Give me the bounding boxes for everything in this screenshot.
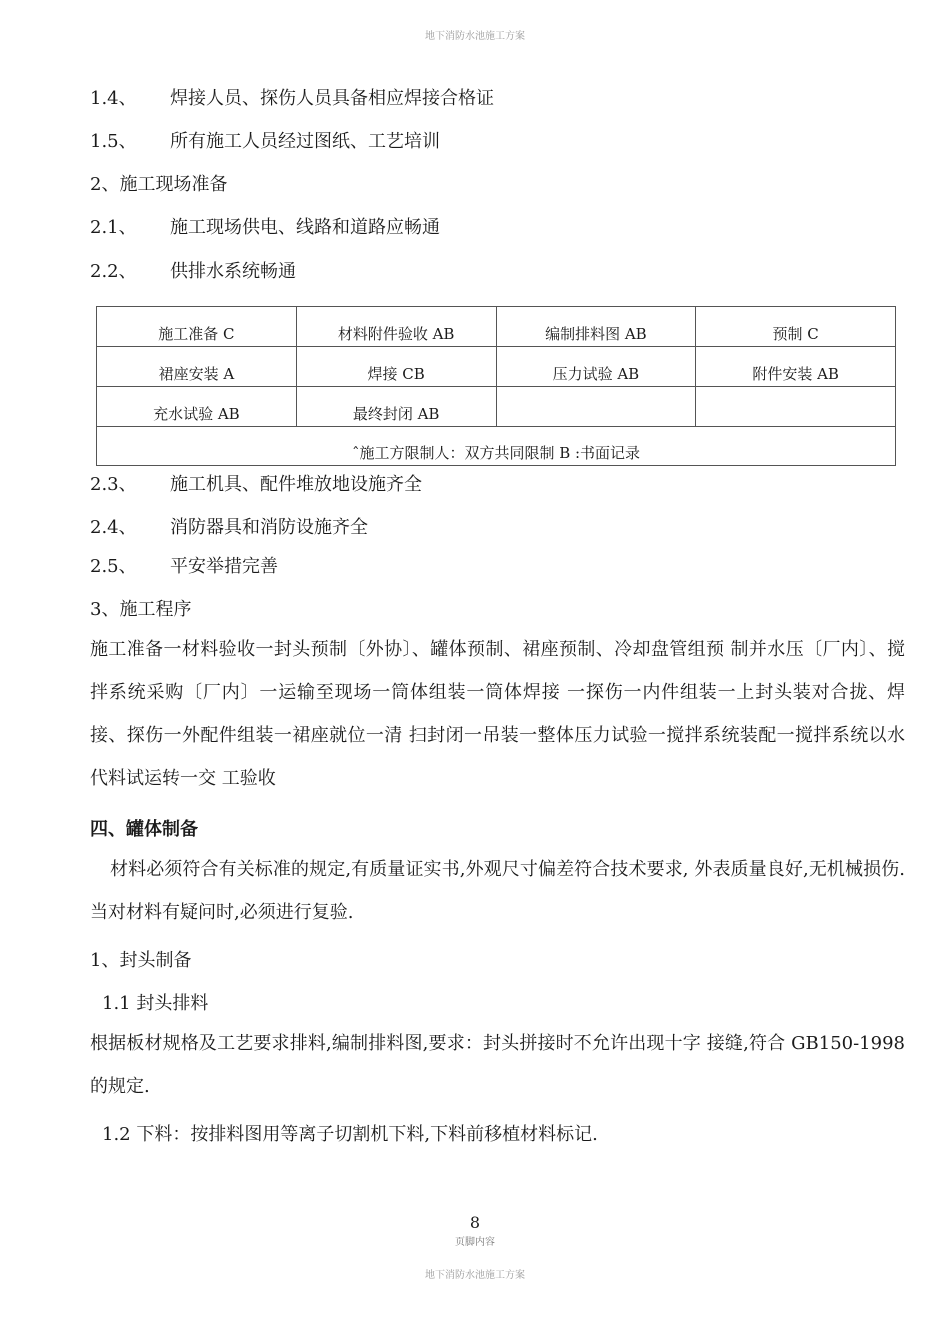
table-cell: 充水试验 AB	[97, 387, 297, 427]
layout-paragraph: 根据板材规格及工艺要求排料,编制排料图,要求：封头拼接时不允许出现十字 接缝,符合 GB150-1998 的规定.	[90, 1033, 905, 1097]
section-heading-3: 3、施工程序	[90, 599, 192, 620]
table-row	[97, 427, 896, 466]
table-cell: 材料附件验收 AB	[296, 307, 496, 347]
list-item: 2.4、 消防器具和消防设施齐全	[90, 517, 368, 538]
list-item: 2.2、 供排水系统畅通	[90, 261, 296, 282]
footer-label: 页脚内容	[455, 1237, 495, 1248]
table-cell: 预制 C	[696, 307, 896, 347]
table-cell: 焊接 CB	[296, 347, 496, 387]
subsection-text: 1.2 下料：按排料图用等离子切割机下料,下料前移植材料标记.	[102, 1124, 598, 1145]
table-cell: 裙座安装 A	[97, 347, 297, 387]
list-item: 1.4、 焊接人员、探伤人员具备相应焊接合格证	[90, 88, 494, 109]
table-cell	[496, 387, 696, 427]
table-cell: 附件安装 AB	[696, 347, 896, 387]
section-heading-2: 2、施工现场准备	[90, 174, 228, 195]
page-number: 8	[469, 1213, 481, 1232]
table-cell: 最终封闭 AB	[296, 387, 496, 427]
construction-flow-table	[96, 306, 896, 466]
table-cell: 编制排料图 AB	[496, 307, 696, 347]
material-paragraph: 材料必须符合有关标准的规定,有质量证实书,外观尺寸偏差符合技术要求, 外表质量良好,无机械损伤.当对材料有疑问时,必须进行复验.	[90, 859, 905, 923]
table-row	[97, 347, 896, 387]
procedure-paragraph: 施工准备一材料验收一封头预制〔外协〕、罐体预制、裙座预制、冷却盘管组预 制并水压〔厂内〕、搅拌系统采购〔厂内〕一运输至现场一筒体组装一筒体焊接 一探伤一内件组装一上封头装对合拢、焊接、探伤一外配件组装一裙座就位一清 扫封闭一吊装一整体压力试验一搅拌系统装配一搅拌系统以水代料试运转一交 工验收	[90, 639, 905, 789]
list-item: 2.3、 施工机具、配件堆放地设施齐全	[90, 474, 422, 495]
table-row	[97, 307, 896, 347]
list-item: 2.5、 平安举措完善	[90, 556, 278, 577]
table-cell: 施工准备 C	[97, 307, 297, 347]
subsection-heading: 1.1 封头排料	[102, 993, 209, 1014]
section-heading-4: 四、罐体制备	[90, 819, 198, 840]
table-cell	[696, 387, 896, 427]
table-cell: 压力试验 AB	[496, 347, 696, 387]
list-item: 1.5、 所有施工人员经过图纸、工艺培训	[90, 131, 440, 152]
running-header: 地下消防水池施工方案	[425, 31, 525, 42]
running-header: 地下消防水池施工方案	[425, 1270, 525, 1281]
subsection-heading: 1、封头制备	[90, 950, 192, 971]
table-note: ˆ施工方限制人：双方共同限制 B :书面记录	[97, 427, 896, 466]
list-item: 2.1、 施工现场供电、线路和道路应畅通	[90, 217, 440, 238]
table-row	[97, 387, 896, 427]
